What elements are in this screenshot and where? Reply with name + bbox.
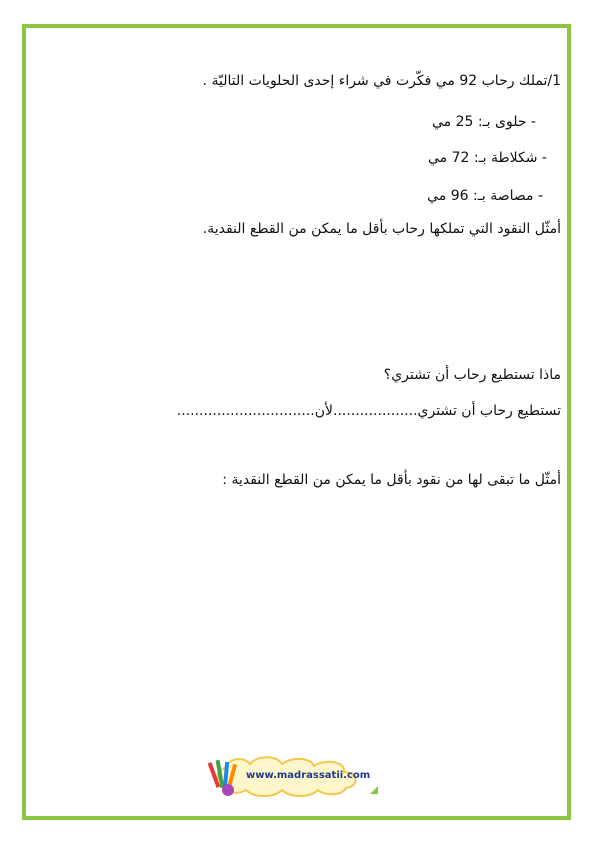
exercise-statement: 1/تملك رحاب 92 مي فكّرت في شراء إحدى الحلويات التاليّة . — [202, 73, 561, 89]
answer-line: تستطيع رحاب أن تشتري...................لأن............................... — [176, 403, 561, 419]
instruction-represent-money: أمثّل النقود التي تملكها رحاب بأقل ما يمكن من القطع النقدية. — [202, 221, 561, 237]
logo-text[interactable]: www.madrassatii.com — [246, 770, 371, 781]
site-logo — [206, 752, 386, 802]
question-what-to-buy: ماذا تستطيع رحاب أن تشتري؟ — [383, 367, 561, 383]
list-item-chocolate: - شكلاطة بـ: 72 مي — [427, 150, 547, 166]
page-border — [22, 24, 571, 820]
list-item-lollipop: - مصاصة بـ: 96 مي — [427, 188, 543, 204]
list-item-candy: - حلوى بـ: 25 مي — [431, 114, 536, 130]
instruction-remaining-money: أمثّل ما تبقى لها من نقود بأقل ما يمكن من القطع النقدية : — [222, 472, 561, 488]
